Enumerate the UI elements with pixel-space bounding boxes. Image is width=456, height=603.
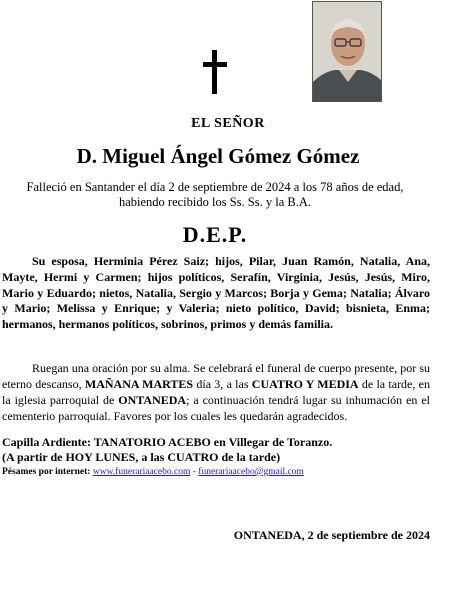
service-time: CUATRO Y MEDIA [251,377,359,391]
condolences-label: Pésames por internet: [2,467,91,477]
dep-heading: D.E.P. [182,222,248,247]
service-text: ; a continuación tendrá lugar su inhumación en el cementerio parroquial. Favores por los cuales les quedarán agradecidos. [2,393,431,423]
chapel-hours: (A partir de HOY LUNES, a las CUATRO de la tarde) [2,450,281,464]
death-notice-line: habiendo recibido los Ss. Ss. y la B.A. [118,194,311,209]
deceased-name: D. Miguel Ángel Gómez Gómez [76,144,360,168]
service-text: día 3, a las [193,377,252,391]
separator: - [190,467,199,477]
title-prefix: EL SEÑOR [191,116,265,131]
service-day: MAÑANA MARTES [84,377,194,391]
chapel-line: Capilla Ardiente: TANATORIO ACEBO en Villegar de Toranzo. [2,435,333,449]
service-church-town: ONTANEDA [118,393,187,407]
website-link[interactable]: www.funerariaacebo.com [92,467,191,477]
funeral-service-paragraph [2,360,430,424]
death-notice [0,180,430,209]
death-notice-line: Falleció en Santander el día 2 de septiembre de 2024 a los 78 años de edad, [26,180,404,194]
condolences-line [2,466,304,478]
service-text: de la tarde, en la iglesia parroquial de [2,377,430,407]
latin-cross-icon [200,50,230,94]
family-paragraph: Su esposa, Herminia Pérez Saiz; hijos, Pilar, Juan Ramón, Natalia, Ana, Mayte, Hermi y Carmen; hijos políticos, Serafín, Virginia, Jesús, Jesús, Miro, Mario y Eduardo; nietos, Natalia, Sergio y Marcos; Borja y Gema; Natalia; Álvaro y Mario; Melissa y Enrique; y Valeria; nieto político, David; bisnieta, Enma; hermanos, hermanos políticos, sobrinos, primos y demás familia. [2,254,430,332]
place-date: ONTANEDA, 2 de septiembre de 2024 [233,528,430,542]
email-link[interactable]: funerariaacebo@gmail.com [198,467,304,477]
service-text: Ruegan una oración por su alma. Se celebrará el funeral de cuerpo presente, por su eterno descanso, [2,361,430,391]
deceased-portrait-photo [312,1,382,102]
